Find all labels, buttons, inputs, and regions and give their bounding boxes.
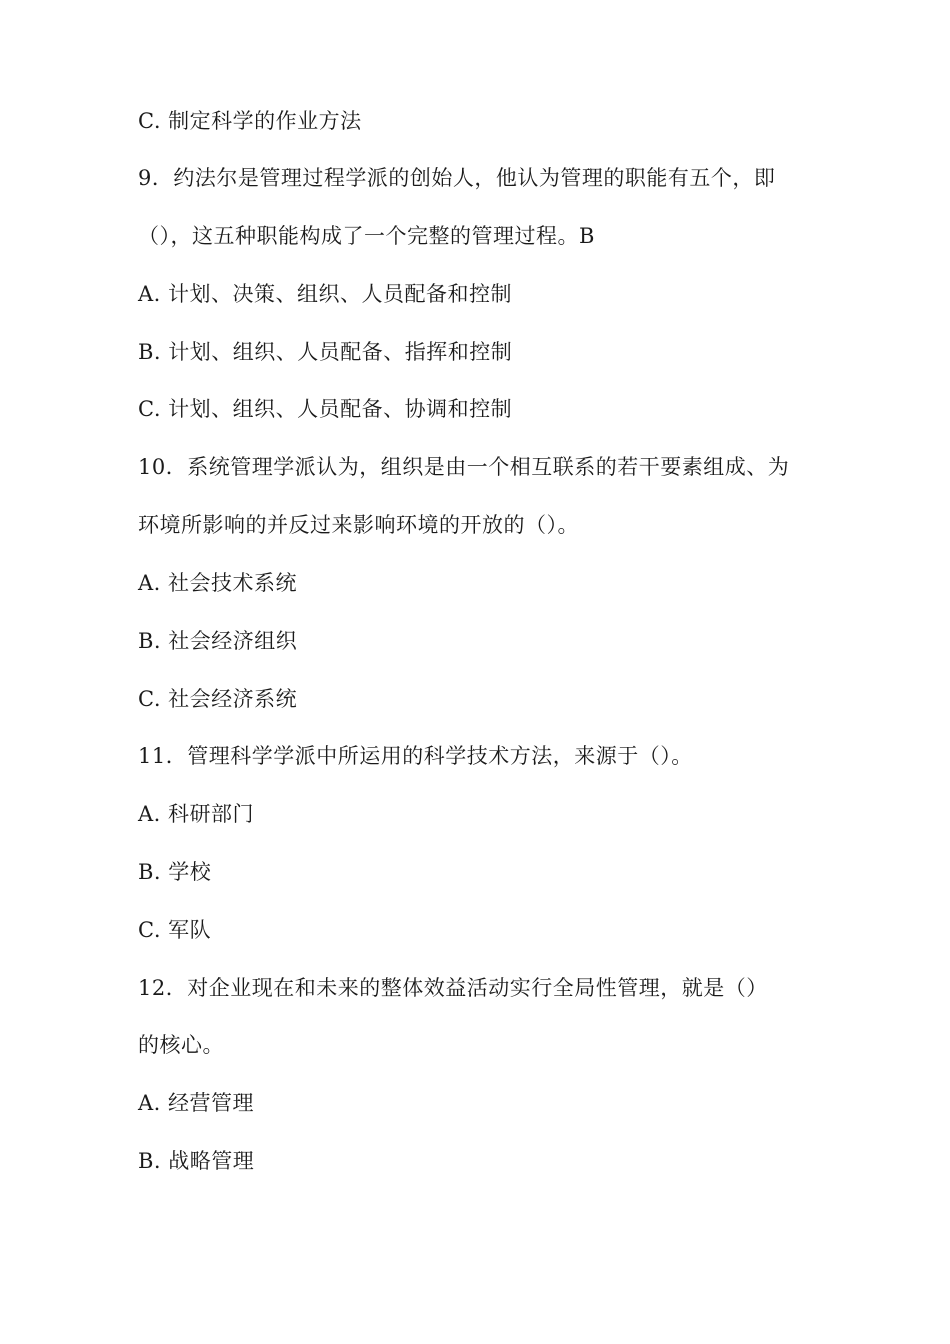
option-a-q11: A. 科研部门 — [138, 802, 255, 826]
question-10-line-2: 环境所影响的并反过来影响环境的开放的（）。 — [138, 513, 579, 537]
option-c-q11: C. 军队 — [138, 918, 212, 942]
option-a-q12: A. 经营管理 — [138, 1091, 255, 1115]
option-a-q9: A. 计划、决策、组织、人员配备和控制 — [138, 282, 513, 306]
option-a-q10: A. 社会技术系统 — [138, 571, 298, 595]
question-12-line-2: 的核心。 — [138, 1033, 224, 1057]
question-9-line-1: 9．约法尔是管理过程学派的创始人，他认为管理的职能有五个，即 — [138, 166, 776, 190]
question-9-line-2: （），这五种职能构成了一个完整的管理过程。B — [138, 224, 595, 248]
option-c-q8: C. 制定科学的作业方法 — [138, 109, 362, 133]
question-12-line-1: 12．对企业现在和未来的整体效益活动实行全局性管理，就是（） — [138, 976, 768, 1000]
option-b-q11: B. 学校 — [138, 860, 212, 884]
option-b-q9: B. 计划、组织、人员配备、指挥和控制 — [138, 340, 513, 364]
option-c-q10: C. 社会经济系统 — [138, 687, 298, 711]
option-b-q12: B. 战略管理 — [138, 1149, 255, 1173]
option-b-q10: B. 社会经济组织 — [138, 629, 298, 653]
question-11: 11．管理科学学派中所运用的科学技术方法，来源于（）。 — [138, 744, 693, 768]
question-10-line-1: 10．系统管理学派认为，组织是由一个相互联系的若干要素组成、为 — [138, 455, 790, 479]
option-c-q9: C. 计划、组织、人员配备、协调和控制 — [138, 397, 513, 421]
